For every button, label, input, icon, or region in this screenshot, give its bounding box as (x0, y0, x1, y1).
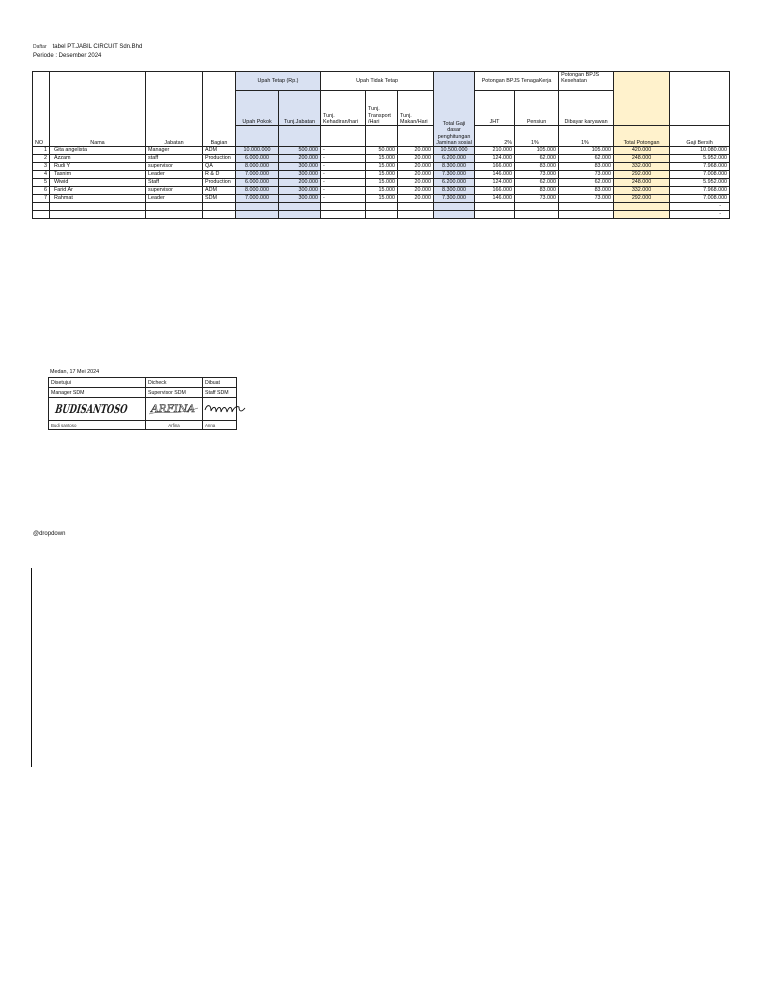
cell-no: 2 (33, 155, 50, 163)
approval-name-manager: Budi santoso (49, 421, 146, 430)
cell-kehadiran: - (321, 179, 366, 187)
header-nama: Nama (50, 72, 146, 147)
pct-blank (279, 126, 321, 147)
table-row (33, 179, 730, 187)
cell-no: 1 (33, 147, 50, 155)
cell-pensiun: 73.000 (515, 195, 559, 203)
cell-empty (50, 211, 146, 219)
cell-transport: 15.000 (366, 179, 398, 187)
cell-kes: 83.000 (559, 187, 614, 195)
cell-jabatan: Leader (146, 195, 203, 203)
cell-nama: Tasnim (50, 171, 146, 179)
cell-makan: 20.000 (398, 195, 434, 203)
cell-empty (366, 211, 398, 219)
cell-jabatan: Leader (146, 171, 203, 179)
signature-staff-graphic (203, 398, 243, 418)
cell-kes: 105.000 (559, 147, 614, 155)
cell-kes: 62.000 (559, 155, 614, 163)
cell-upah-pokok: 6.000.000 (236, 179, 279, 187)
cell-bersih: 7.008.000 (670, 195, 730, 203)
cell-bersih: 7.968.000 (670, 187, 730, 195)
cell-jht: 166.000 (475, 163, 515, 171)
pct-pensiun: 1% (515, 126, 559, 147)
cell-total: 10.500.000 (434, 147, 475, 155)
cell-bersih-dash: - (670, 211, 730, 219)
cell-empty (398, 211, 434, 219)
cell-kehadiran: - (321, 155, 366, 163)
cell-kehadiran: - (321, 171, 366, 179)
table-row (33, 187, 730, 195)
header-pensiun: Pensiun (515, 91, 559, 126)
cell-total: 8.300.000 (434, 163, 475, 171)
cell-empty (33, 203, 50, 211)
signature-staff (203, 398, 237, 421)
cell-kes: 62.000 (559, 179, 614, 187)
cell-transport: 15.000 (366, 155, 398, 163)
vertical-divider (31, 568, 32, 767)
cell-jabatan: Manager (146, 147, 203, 155)
cell-nama: Rahmat (50, 195, 146, 203)
footer-tag: @dropdown (33, 531, 66, 537)
signature-supervisor-graphic (146, 398, 203, 418)
cell-jabatan: Staff (146, 179, 203, 187)
cell-upah-pokok: 6.000.000 (236, 155, 279, 163)
cell-jabatan: supervisor (146, 187, 203, 195)
cell-empty (321, 211, 366, 219)
cell-transport: 15.000 (366, 163, 398, 171)
cell-nama: Rudi Y (50, 163, 146, 171)
approval-dibuat: Dibuat (203, 378, 237, 388)
header-bagian: Bagian (203, 72, 236, 147)
cell-potongan: 248.000 (614, 179, 670, 187)
cell-kes: 83.000 (559, 163, 614, 171)
approval-role-manager: Manager SDM (49, 388, 146, 398)
cell-pensiun: 73.000 (515, 171, 559, 179)
cell-bersih: 5.952.000 (670, 179, 730, 187)
table-row (33, 195, 730, 203)
table-row (33, 147, 730, 155)
signature-supervisor-text: ARFINA (149, 404, 195, 415)
table-row-empty (33, 211, 730, 219)
header-no: NO (33, 72, 50, 147)
cell-empty (146, 211, 203, 219)
cell-jabatan: staff (146, 155, 203, 163)
period-label: Periode : Desember 2024 (33, 53, 102, 59)
cell-transport: 15.000 (366, 171, 398, 179)
header-gaji-bersih-top (670, 72, 730, 126)
header-dibayar: Dibayar karyawan (559, 91, 614, 126)
pct-blank (366, 126, 398, 147)
cell-empty (279, 203, 321, 211)
cell-empty (614, 211, 670, 219)
cell-bersih-dash: - (670, 203, 730, 211)
cell-kehadiran: - (321, 147, 366, 155)
cell-empty (236, 211, 279, 219)
cell-empty (434, 203, 475, 211)
cell-makan: 20.000 (398, 179, 434, 187)
approval-role-staff: Staff SDM (203, 388, 237, 398)
cell-pensiun: 83.000 (515, 163, 559, 171)
pct-kes: 1% (559, 126, 614, 147)
place-date: Medan, 17 Mei 2024 (50, 369, 100, 375)
table-row-empty (33, 203, 730, 211)
header-tunj-makan: Tunj. Makan/Hari (398, 91, 434, 126)
cell-empty (50, 203, 146, 211)
cell-total: 6.200.000 (434, 179, 475, 187)
cell-jht: 124.000 (475, 155, 515, 163)
cell-tunj-jabatan: 300.000 (279, 163, 321, 171)
cell-no: 6 (33, 187, 50, 195)
cell-empty (515, 211, 559, 219)
cell-total: 8.300.000 (434, 187, 475, 195)
cell-bagian: R & D (203, 171, 236, 179)
cell-transport: 15.000 (366, 187, 398, 195)
cell-empty (279, 211, 321, 219)
table-row (33, 155, 730, 163)
cell-pensiun: 105.000 (515, 147, 559, 155)
header-tunj-jabatan: Tunj.Jabatan (279, 91, 321, 126)
cell-jht: 146.000 (475, 171, 515, 179)
cell-jht: 166.000 (475, 187, 515, 195)
table-row (33, 171, 730, 179)
cell-empty (559, 211, 614, 219)
approval-table (48, 377, 237, 430)
cell-empty (203, 211, 236, 219)
cell-potongan: 332.000 (614, 187, 670, 195)
cell-upah-pokok: 8.000.000 (236, 163, 279, 171)
signature-supervisor (146, 398, 203, 421)
cell-nama: Gita angelista (50, 147, 146, 155)
cell-bagian: ADM (203, 187, 236, 195)
cell-upah-pokok: 7.000.000 (236, 195, 279, 203)
signature-manager-graphic (49, 398, 161, 418)
header-bpjs-kes: Potongan BPJS Kesehatan (559, 72, 614, 91)
header-gaji-bersih: Gaji Bersih (670, 126, 730, 147)
cell-empty (475, 211, 515, 219)
daftar-label: Daftar (33, 44, 47, 50)
cell-potongan: 420.000 (614, 147, 670, 155)
cell-makan: 20.000 (398, 187, 434, 195)
cell-no: 7 (33, 195, 50, 203)
cell-bagian: SDM (203, 195, 236, 203)
pct-blank (398, 126, 434, 147)
header-jabatan: Jabatan (146, 72, 203, 147)
cell-nama: Wiwid (50, 179, 146, 187)
header-jht: JHT (475, 91, 515, 126)
approval-name-staff: Anna (203, 421, 237, 430)
table-row (33, 163, 730, 171)
cell-transport: 15.000 (366, 195, 398, 203)
cell-transport: 50.000 (366, 147, 398, 155)
cell-empty (475, 203, 515, 211)
cell-jht: 146.000 (475, 195, 515, 203)
approval-dicheck: Dicheck (146, 378, 203, 388)
cell-potongan: 292.000 (614, 195, 670, 203)
cell-kes: 73.000 (559, 171, 614, 179)
header-total-gaji: Total Gaji dasar penghitungan Jaminan sosial (434, 72, 475, 147)
cell-bersih: 7.968.000 (670, 163, 730, 171)
cell-jabatan: supervisor (146, 163, 203, 171)
cell-kehadiran: - (321, 187, 366, 195)
header-bpjs-tk: Potongan BPJS TenagaKerja (475, 72, 559, 91)
pct-jht: 2% (475, 126, 515, 147)
header-total-potongan: Total Potongan (614, 126, 670, 147)
cell-nama: Azzam (50, 155, 146, 163)
cell-nama: Farid Ar (50, 187, 146, 195)
payroll-table (32, 71, 730, 219)
cell-jht: 124.000 (475, 179, 515, 187)
approval-name-supervisor: Arfina (146, 421, 203, 430)
cell-no: 3 (33, 163, 50, 171)
cell-pensiun: 83.000 (515, 187, 559, 195)
cell-makan: 20.000 (398, 171, 434, 179)
cell-tunj-jabatan: 300.000 (279, 187, 321, 195)
company-title: tabel PT.JABIL CIRCUIT Sdn.Bhd (52, 44, 143, 50)
cell-tunj-jabatan: 200.000 (279, 155, 321, 163)
cell-bagian: Production (203, 179, 236, 187)
cell-empty (434, 211, 475, 219)
cell-upah-pokok: 10.000.000 (236, 147, 279, 155)
cell-kes: 73.000 (559, 195, 614, 203)
cell-tunj-jabatan: 300.000 (279, 195, 321, 203)
pct-blank (321, 126, 366, 147)
cell-kehadiran: - (321, 163, 366, 171)
signature-manager (49, 398, 161, 421)
cell-bersih: 7.008.000 (670, 171, 730, 179)
approval-disetujui: Disetujui (49, 378, 146, 388)
cell-no: 5 (33, 179, 50, 187)
cell-kehadiran: - (321, 195, 366, 203)
cell-bersih: 5.952.000 (670, 155, 730, 163)
header-tunj-kehadiran: Tunj. Kehadiran/hari (321, 91, 366, 126)
header-upah-pokok: Upah Pokok (236, 91, 279, 126)
cell-empty (236, 203, 279, 211)
cell-total: 6.200.000 (434, 155, 475, 163)
pct-blank (236, 126, 279, 147)
cell-total: 7.300.000 (434, 171, 475, 179)
cell-upah-pokok: 8.000.000 (236, 187, 279, 195)
approval-role-supervisor: Supervisor SDM (146, 388, 203, 398)
cell-tunj-jabatan: 500.000 (279, 147, 321, 155)
cell-pensiun: 62.000 (515, 179, 559, 187)
cell-potongan: 248.000 (614, 155, 670, 163)
header-upah-tetap: Upah Tetap (Rp.) (236, 72, 321, 91)
cell-total: 7.300.000 (434, 195, 475, 203)
cell-bagian: ADM (203, 147, 236, 155)
cell-makan: 20.000 (398, 163, 434, 171)
cell-bagian: QA (203, 163, 236, 171)
signature-manager-text: BUDISANTOSO (54, 402, 161, 416)
cell-empty (398, 203, 434, 211)
cell-empty (321, 203, 366, 211)
cell-upah-pokok: 7.000.000 (236, 171, 279, 179)
header-tunj-transport: Tunj. Transport /Hari (366, 91, 398, 126)
cell-empty (515, 203, 559, 211)
cell-jht: 210.000 (475, 147, 515, 155)
cell-pensiun: 62.000 (515, 155, 559, 163)
cell-empty (614, 203, 670, 211)
cell-empty (33, 211, 50, 219)
cell-empty (203, 203, 236, 211)
cell-makan: 20.000 (398, 147, 434, 155)
cell-bersih: 10.080.000 (670, 147, 730, 155)
cell-tunj-jabatan: 300.000 (279, 171, 321, 179)
cell-empty (146, 203, 203, 211)
header-total-potongan-top (614, 72, 670, 126)
cell-empty (366, 203, 398, 211)
header-upah-tidak-tetap: Upah Tidak Tetap (321, 72, 434, 91)
cell-makan: 20.000 (398, 155, 434, 163)
cell-empty (559, 203, 614, 211)
cell-bagian: Production (203, 155, 236, 163)
cell-no: 4 (33, 171, 50, 179)
cell-tunj-jabatan: 200.000 (279, 179, 321, 187)
cell-potongan: 292.000 (614, 171, 670, 179)
cell-potongan: 332.000 (614, 163, 670, 171)
document-title (33, 44, 142, 50)
